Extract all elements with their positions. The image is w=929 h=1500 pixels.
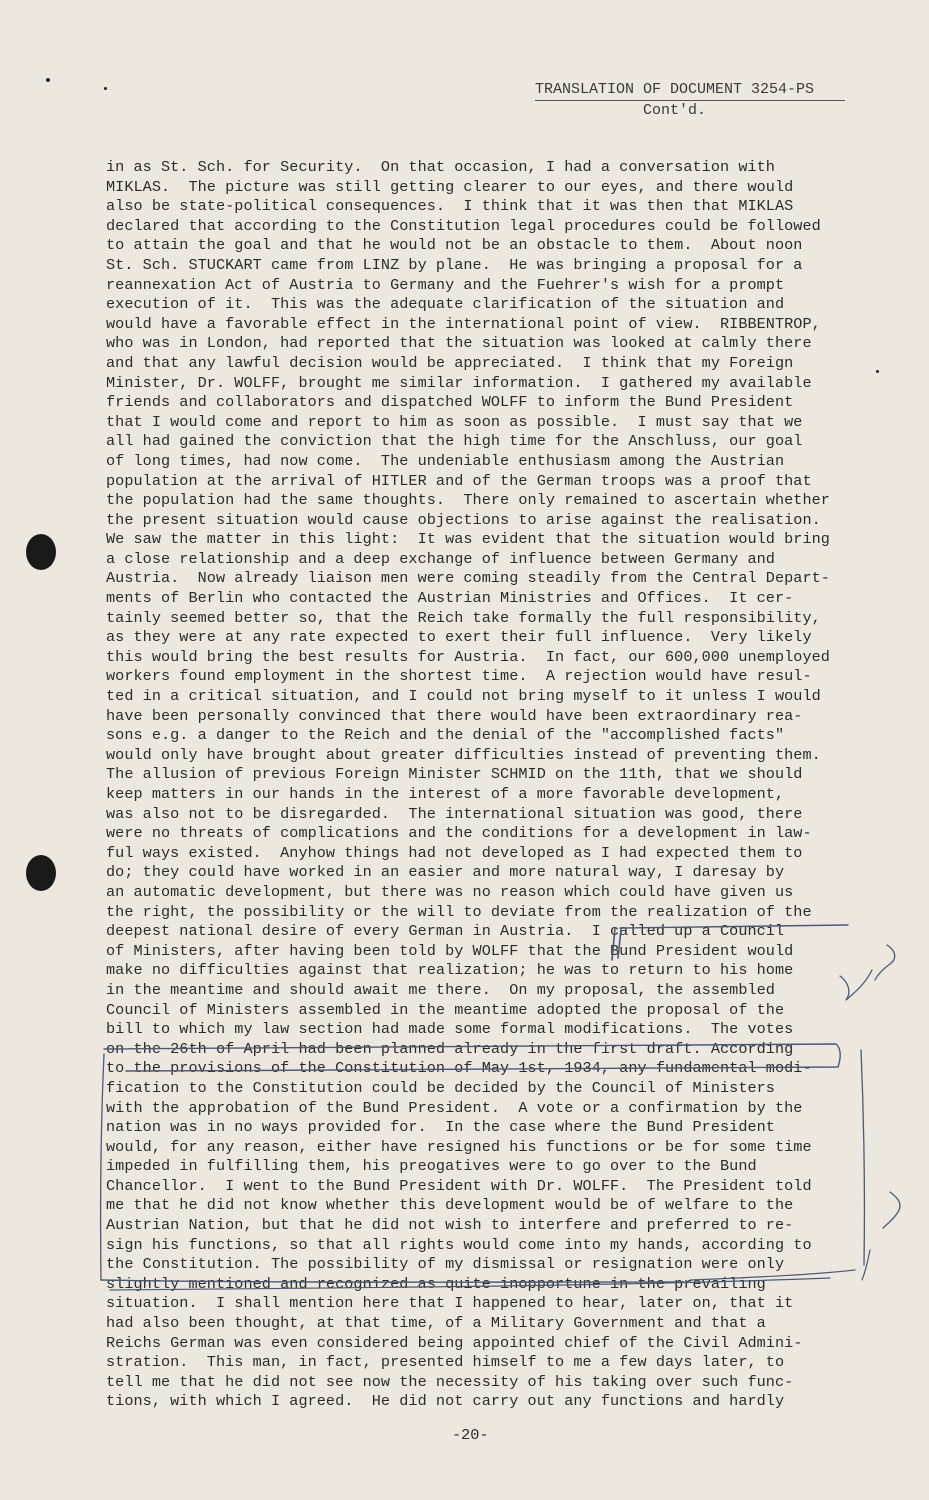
text-line: and that any lawful decision would be appreciated. I think that my Foreign <box>106 353 794 372</box>
ink-speck <box>46 78 50 82</box>
text-line: on the 26th of April had been planned already in the first draft. According <box>106 1039 794 1058</box>
text-line: Minister, Dr. WOLFF, brought me similar information. I gathered my available <box>106 373 812 392</box>
text-line: with the approbation of the Bund President. A vote or a confirmation by the <box>106 1098 803 1117</box>
text-line: were no threats of complications and the conditions for a development in law- <box>106 824 812 843</box>
text-line: of Ministers, after having been told by WOLFF that the Bund President would <box>106 941 794 960</box>
ink-speck <box>104 87 107 90</box>
text-line: sign his functions, so that all rights would come into my hands, according to <box>106 1235 812 1254</box>
binder-hole-icon <box>26 534 56 570</box>
text-line: population at the arrival of HITLER and of the German troops was a proof that <box>106 471 812 490</box>
text-line: situation. I shall mention here that I happened to hear, later on, that it <box>106 1294 794 1313</box>
text-line: tell me that he did not see now the necessity of his taking over such func- <box>106 1372 794 1391</box>
text-line: St. Sch. STUCKART came from LINZ by plane. He was bringing a proposal for a <box>106 255 803 274</box>
text-line: friends and collaborators and dispatched WOLFF to inform the Bund President <box>106 393 794 412</box>
text-line: was also not to be disregarded. The international situation was good, there <box>106 804 803 823</box>
text-line: in as St. Sch. for Security. On that occasion, I had a conversation with <box>106 158 775 176</box>
text-line: this would bring the best results for Austria. In fact, our 600,000 unemployed <box>106 647 830 666</box>
text-line: Council of Ministers assembled in the meantime adopted the proposal of the <box>106 1000 785 1019</box>
text-line: Chancellor. I went to the Bund President with Dr. WOLFF. The President told <box>106 1176 812 1195</box>
text-line: who was in London, had reported that the situation was looked at calmly there <box>106 334 812 353</box>
text-line: to attain the goal and that he would not be an obstacle to them. About noon <box>106 236 803 255</box>
pencil-box-left <box>101 1054 104 1280</box>
text-line: sons e.g. a danger to the Reich and the denial of the "accomplished facts" <box>106 726 785 745</box>
text-line: have been personally convinced that there would have been extraordinary rea- <box>106 706 803 725</box>
text-line: the right, the possibility or the will to deviate from the realization of the <box>106 902 812 921</box>
text-line: as they were at any rate expected to exert their full influence. Very likely <box>106 628 812 647</box>
text-line: all had gained the conviction that the high time for the Anschluss, our goal <box>106 432 803 451</box>
text-line: tions, with which I agreed. He did not carry out any functions and hardly <box>106 1392 785 1411</box>
text-line: workers found employment in the shortest time. A rejection would have resul- <box>106 667 812 686</box>
text-line: the population had the same thoughts. There only remained to ascertain whether <box>106 491 830 510</box>
text-line: ful ways existed. Anyhow things had not developed as I had expected them to <box>106 843 803 862</box>
text-line: fication to the Constitution could be decided by the Council of Ministers <box>106 1078 775 1097</box>
text-line: bill to which my law section had made some formal modifications. The votes <box>106 1020 794 1039</box>
text-line: Reichs German was even considered being appointed chief of the Civil Admini- <box>106 1333 803 1352</box>
text-line: me that he did not know whether this development would be of welfare to the <box>106 1196 794 1215</box>
text-line: the present situation would cause objections to arise against the realisation. <box>106 510 821 529</box>
text-line: of long times, had now come. The undeniable enthusiasm among the Austrian <box>106 451 785 470</box>
text-line: Austrian Nation, but that he did not wish to interfere and preferred to re- <box>106 1216 794 1235</box>
text-line: ments of Berlin who contacted the Austrian Ministries and Offices. It cer- <box>106 589 794 608</box>
text-line: would, for any reason, either have resigned his functions or be for some time <box>106 1137 812 1156</box>
text-line: The allusion of previous Foreign Minister SCHMID on the 11th, that we should <box>106 765 803 784</box>
document-subtitle: Cont'd. <box>643 102 707 119</box>
text-line: stration. This man, in fact, presented himself to me a few days later, to <box>106 1353 785 1372</box>
text-line: that I would come and report to him as soon as possible. I must say that we <box>106 412 803 431</box>
text-line: We saw the matter in this light: It was evident that the situation would bring <box>106 530 830 549</box>
text-line: also be state-political consequences. I think that it was then that MIKLAS <box>106 197 794 216</box>
text-line: deepest national desire of every German in Austria. I called up a Council <box>106 922 785 941</box>
text-line: Austria. Now already liaison men were coming steadily from the Central Depart- <box>106 569 830 588</box>
text-line: make no difficulties against that realization; he was to return to his home <box>106 961 794 980</box>
text-line: declared that according to the Constitution legal procedures could be followed <box>106 216 821 235</box>
text-line: execution of it. This was the adequate clarification of the situation and <box>106 295 785 314</box>
text-line: would have a favorable effect in the international point of view. RIBBENTROP, <box>106 314 821 333</box>
text-line: keep matters in our hands in the interest of a more favorable development, <box>106 785 785 803</box>
text-line: slightly mentioned and recognized as quite inopportune in the prevailing <box>106 1274 766 1293</box>
document-body <box>106 158 896 1412</box>
text-line: do; they could have worked in an easier and more natural way, I daresay by <box>106 863 785 882</box>
text-line: tainly seemed better so, that the Reich take formally the full responsibility, <box>106 608 821 627</box>
text-line: a close relationship and a deep exchange of influence between Germany and <box>106 549 775 568</box>
page-number: -20- <box>452 1426 489 1444</box>
text-line: an automatic development, but there was no reason which could have given us <box>106 882 794 901</box>
text-line: nation was in no ways provided for. In the case where the Bund President <box>106 1118 775 1137</box>
document-title: TRANSLATION OF DOCUMENT 3254-PS <box>535 80 845 101</box>
text-line: would only have brought about greater difficulties instead of preventing them. <box>106 745 821 764</box>
text-line: had also been thought, at that time, of a Military Government and that a <box>106 1314 766 1333</box>
text-line: reannexation Act of Austria to Germany and the Fuehrer's wish for a prompt <box>106 275 785 294</box>
text-line: in the meantime and should await me there. On my proposal, the assembled <box>106 980 775 999</box>
text-line: impeded in fulfilling them, his preogatives were to go over to the Bund <box>106 1157 757 1176</box>
text-line: MIKLAS. The picture was still getting clearer to our eyes, and there would <box>106 177 794 196</box>
text-line: to the provisions of the Constitution of May 1st, 1934, any fundamental modi- <box>106 1059 812 1078</box>
text-line: the Constitution. The possibility of my dismissal or resignation were only <box>106 1255 785 1274</box>
binder-hole-icon <box>26 855 56 891</box>
document-header <box>535 80 845 120</box>
text-line: ted in a critical situation, and I could not bring myself to it unless I would <box>106 687 821 706</box>
